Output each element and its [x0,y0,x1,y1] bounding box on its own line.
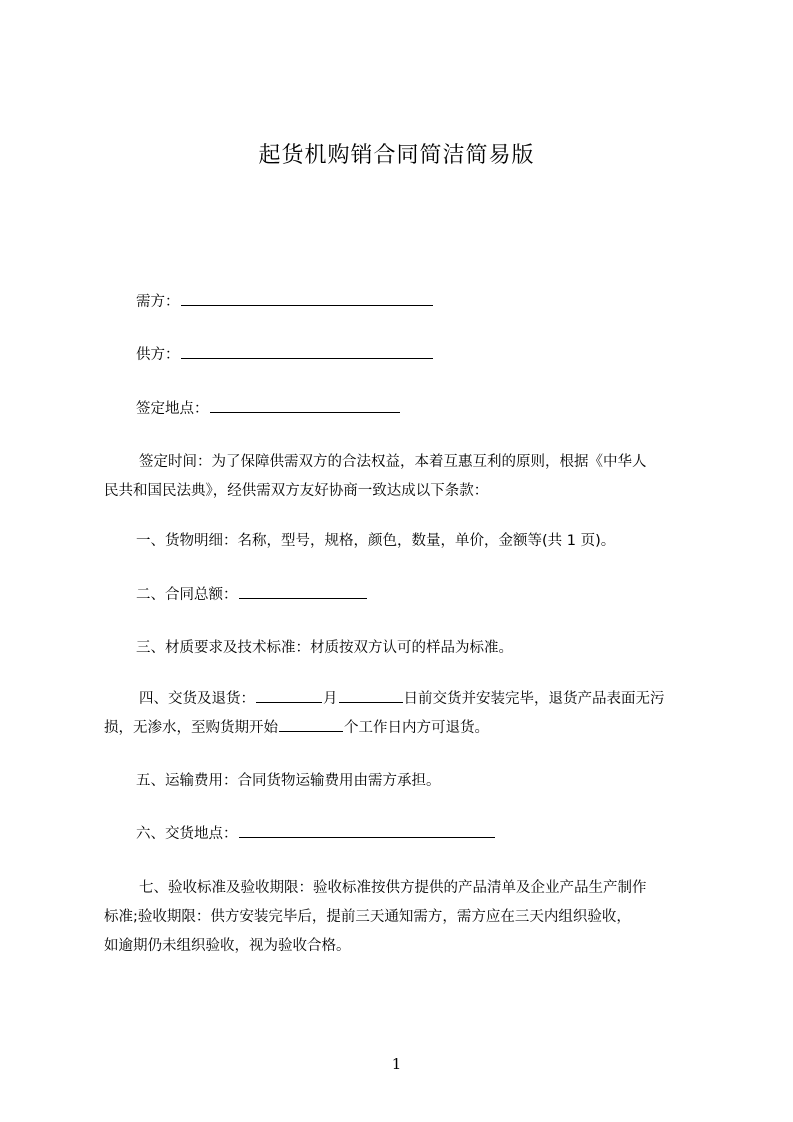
document-title: 起货机购销合同简洁简易版 [258,143,535,168]
clause-6 [136,823,496,844]
clause-4-rest: 日前交货并安装完毕，退货产品表面无污 [403,691,665,707]
page-number: 1 [391,1055,402,1073]
clause-4-line-2-prefix: 损，无渗水，至购货期开始 [104,720,278,736]
clause-3: 三、材质要求及技术标准：材质按双方认可的样品为标准。 [136,640,513,656]
clause-2-label: 二、合同总额： [136,587,238,603]
sign-place-label: 签定地点： [136,401,209,417]
buyer-line [136,291,434,312]
contract-total-blank [239,584,367,599]
buyer-label: 需方： [136,294,180,310]
sign-time-line-2: 民共和国民法典》，经供需双方友好协商一致达成以下条款： [104,483,489,499]
workdays-blank [279,717,343,732]
sign-time-line-1: 签定时间：为了保障供需双方的合法权益，本着互惠互利的原则，根据《中华人 [139,454,647,470]
day-blank [339,688,403,703]
clause-4-line-2 [104,714,704,743]
seller-blank [181,344,433,359]
clause-4-line-1 [104,685,704,714]
clause-4-prefix: 四、交货及退货： [139,691,255,707]
clause-2 [136,584,368,605]
clause-4-line-2-suffix: 个工作日内方可退货。 [344,720,489,736]
clause-4-month: 月 [323,691,338,707]
sign-place-blank [210,398,400,413]
delivery-place-blank [239,823,495,838]
clause-7-line-1: 七、验收标准及验收期限：验收标准按供方提供的产品清单及企业产品生产制作 [139,880,647,896]
clause-7-line-2: 标准;验收期限：供方安装完毕后，提前三天通知需方，需方应在三天内组织验收， [104,909,631,925]
month-blank [256,688,322,703]
clause-1: 一、货物明细：名称，型号，规格，颜色，数量，单价，金额等(共 1 页)。 [136,533,616,549]
buyer-blank [181,291,433,306]
sign-time-paragraph [104,448,704,506]
clause-5: 五、运输费用：合同货物运输费用由需方承担。 [136,773,441,789]
clause-6-label: 六、交货地点： [136,826,238,842]
seller-line [136,344,434,365]
clause-4 [104,685,704,743]
sign-place-line [136,398,401,419]
clause-7 [104,874,704,961]
seller-label: 供方： [136,347,180,363]
clause-7-line-3: 如逾期仍未组织验收，视为验收合格。 [104,938,351,954]
